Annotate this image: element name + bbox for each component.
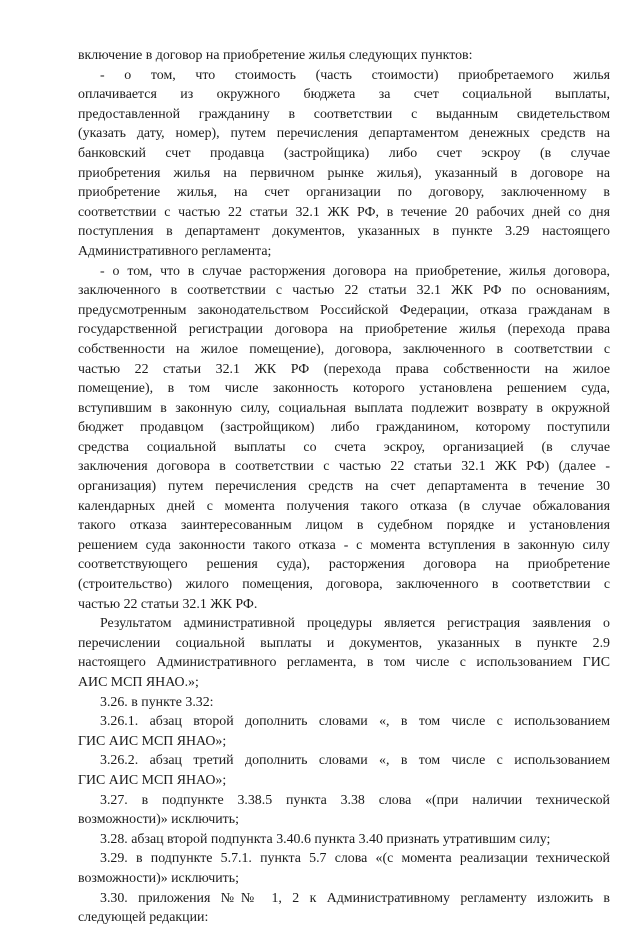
text-line: предусмотренным законодательством Российской Федерации, отказа гражданам в [78,302,610,318]
text-line: (указать дату, номер), путем перечисления департаментом денежных средств на [78,126,610,142]
text-line: бюджет продавцом (застройщиком) либо гражданином, которому поступили [78,420,610,436]
text-line: 3.26. в пункте 3.32: [100,694,214,710]
text-line: заключенного в соответствии с частью 22 статьи 32.1 ЖК РФ по основаниям, [78,283,610,299]
text-line: частью 22 статьи 32.1 ЖК РФ. [78,596,258,612]
text-line: соответствующего решения суда), расторжения договора на приобретение [78,557,610,573]
text-line: Результатом административной процедуры является регистрация заявления о [100,616,610,632]
text-line: приобретение жилья, на счет организации по договору, заключенному в [78,185,610,201]
text-line: 3.30. приложения №№ 1, 2 к Административному регламенту изложить в [100,890,610,906]
text-line: включение в договор на приобретение жилья следующих пунктов: [78,48,473,63]
text-line: частью 22 статьи 32.1 ЖК РФ (перехода права собственности на жилое [78,361,610,377]
text-line: государственной регистрации договора на приобретение жилья (перехода права [78,322,610,338]
text-line: средства социальной выплаты со счета эскроу, организацией (в случае [78,439,610,455]
text-line: организация) путем перечисления средств на счет департамента в течение 30 [78,479,610,495]
text-line: предоставленной гражданину в соответствии с выданным свидетельством [78,106,610,122]
text-line: ГИС АИС МСП ЯНАО»; [78,733,227,749]
text-line: ГИС АИС МСП ЯНАО»; [78,772,227,788]
text-line: 3.26.2. абзац третий дополнить словами «, в том числе с использованием [100,753,610,769]
text-line: календарных дней с момента получения такого отказа (в случае обжалования [78,498,610,514]
text-line: - о том, что стоимость (часть стоимости) приобретаемого жилья [100,67,610,83]
text-line: помещение), в том числе законность которого установлена решением суда, [78,381,610,397]
text-line: банковский счет продавца (застройщика) либо счет эскроу (в случае [78,145,610,161]
text-line: следующей редакции: [78,910,209,926]
text-line: вступившим в законную силу, социальная выплата подлежит возврату в окружной [78,400,610,416]
text-line: АИС МСП ЯНАО.»; [78,675,199,690]
text-line: перечислении социальной выплаты и документов, указанных в пункте 2.9 [78,635,610,651]
document-body [78,46,610,928]
text-line: заключения договора в соответствии с частью 22 статьи 32.1 ЖК РФ) (далее - [78,459,610,475]
text-line: приобретения жилья на первичном рынке жилья), указанный в договоре на [78,165,610,181]
text-line: такого отказа заинтересованным лицом в судебном порядке и установления [78,518,610,534]
text-line: (строительство) жилого помещения, договора, заключенного в соответствии с [78,577,610,593]
text-line: 3.27. в подпункте 3.38.5 пункта 3.38 слова «(при наличии технической [100,792,610,808]
text-line: 3.26.1. абзац второй дополнить словами «, в том числе с использованием [100,714,610,730]
text-line: - о том, что в случае расторжения договора на приобретение, жилья договора, [100,263,610,279]
text-line: решением суда законности такого отказа - с момента вступления в законную силу [78,537,610,553]
text-line: возможности)» исключить; [78,870,239,886]
text-line: Административного регламента; [78,243,272,259]
text-line: поступления в департамент документов, указанных в пункте 3.29 настоящего [78,224,610,240]
text-line: оплачивается из окружного бюджета за счет социальной выплаты, [78,87,610,103]
text-line: настоящего Административного регламента, в том числе с использованием ГИС [78,655,610,671]
text-line: 3.28. абзац второй подпункта 3.40.6 пункта 3.40 признать утратившим силу; [100,831,551,847]
text-line: 3.29. в подпункте 5.7.1. пункта 5.7 слова «(с момента реализации технической [100,851,610,867]
text-line: возможности)» исключить; [78,812,239,828]
text-line: собственности на жилое помещение), договора, заключенного в соответствии с [78,341,610,357]
text-line: соответствии с частью 22 статьи 32.1 ЖК РФ, в течение 20 рабочих дней со дня [78,204,610,220]
